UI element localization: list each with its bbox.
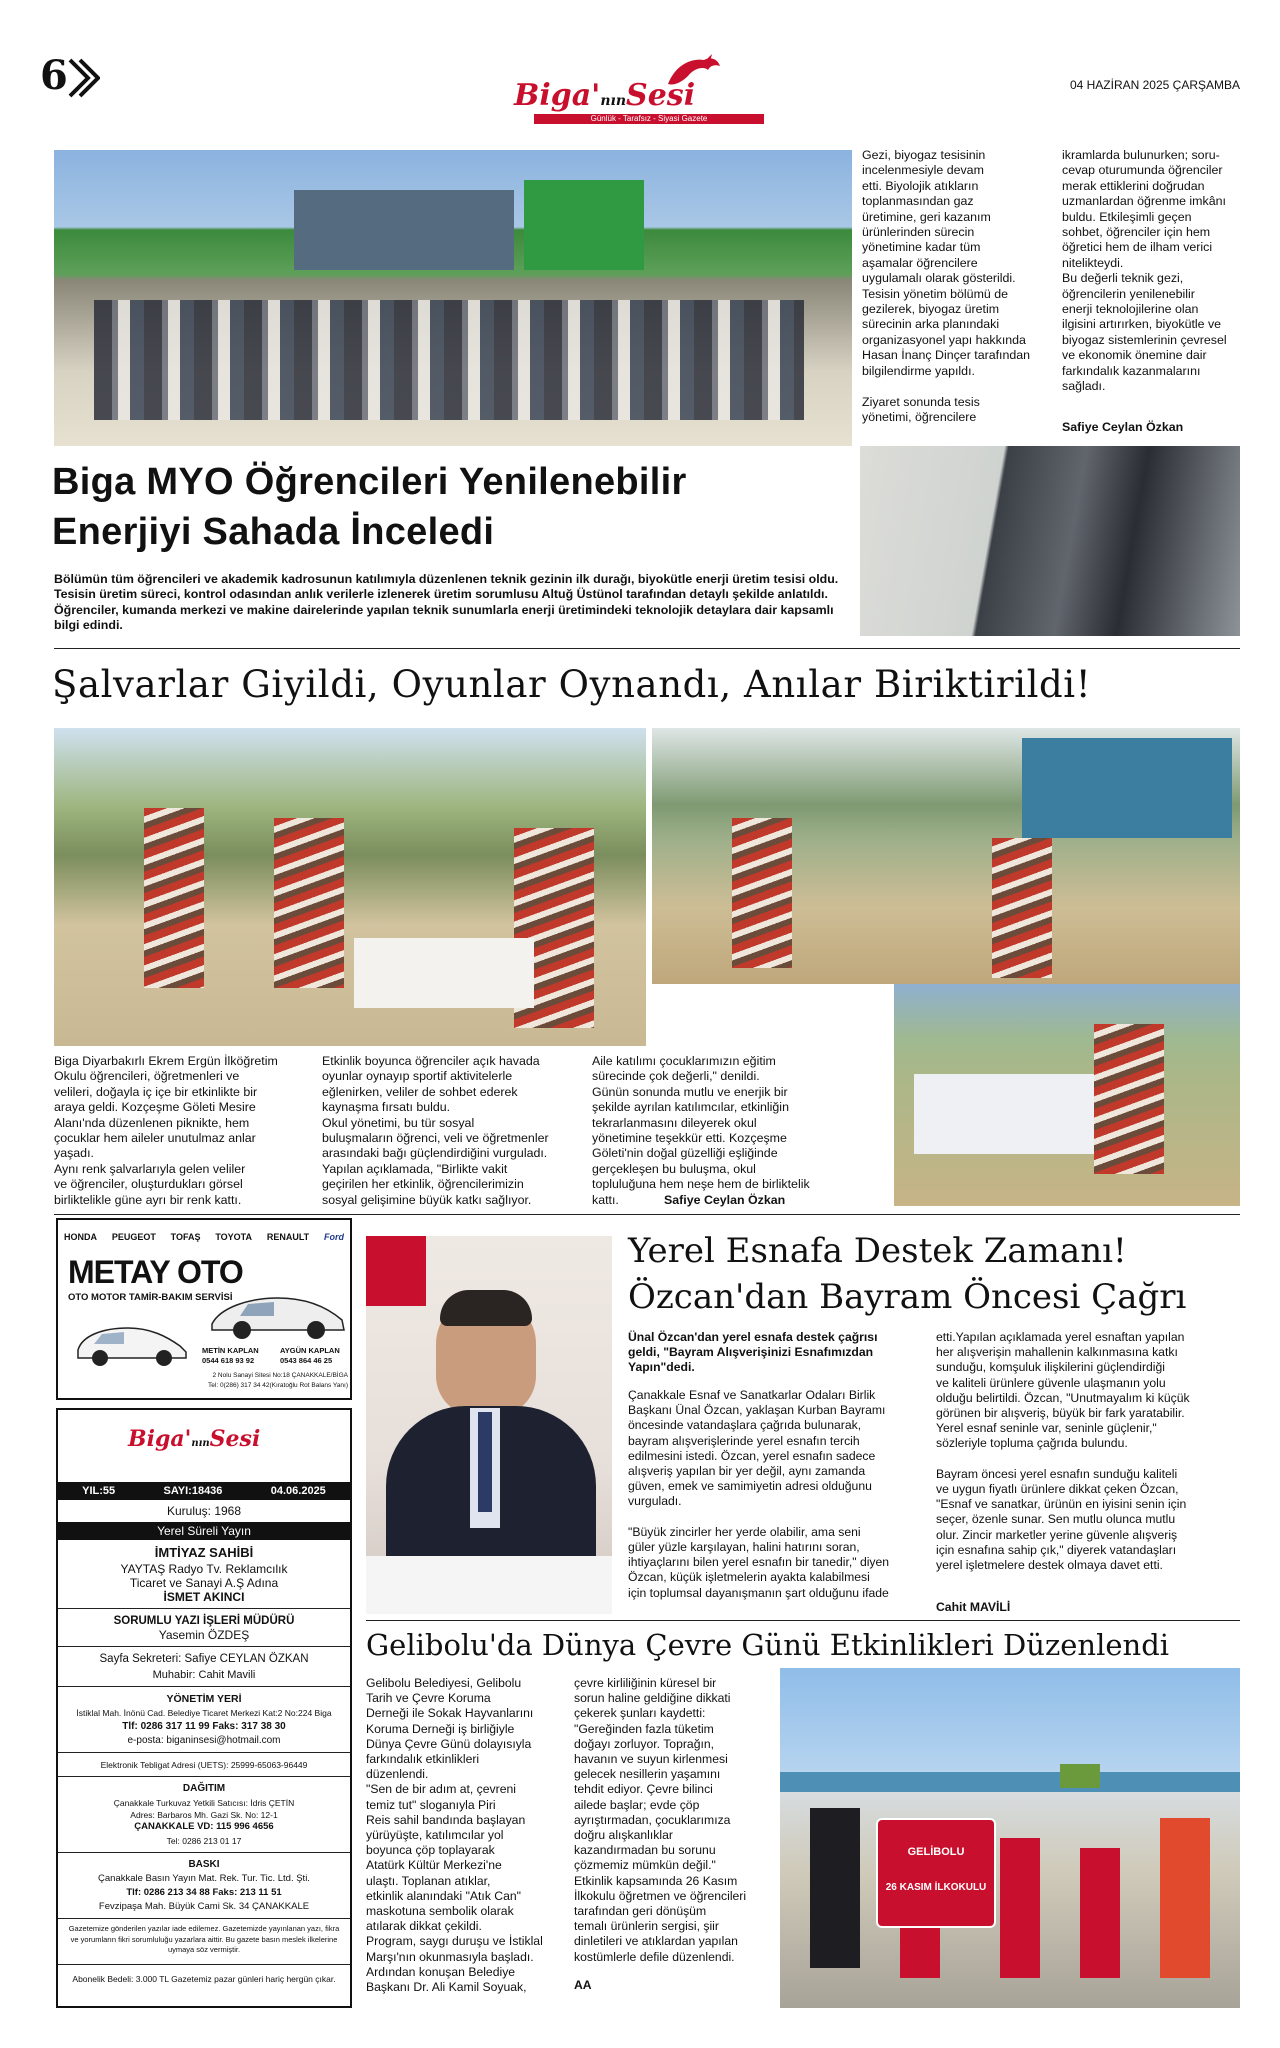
office-phone: Tlf: 0286 317 11 99 Faks: 317 38 30 xyxy=(122,1721,286,1732)
imprint-logo-biga: Biga' xyxy=(128,1426,192,1452)
article3-col1: Çanakkale Esnaf ve Sanatkarlar Odaları Birlik Başkanı Ünal Özcan, yaklaşan Kurban Bayramı öncesinde vatandaşlara çağrıda bulunarak, bayram alışverişlerinde yerel esnafın tercih edilmesini istedi. Özcan, yerel esnafın sadece alışveriş yapılan bir yer değil, aynı zamanda güven, emek ve samimiyetin adresi olduğunu vurguladı. "Büyük zincirler her yerde olabilir, ama seni güler yüzle karşılayan, halini hatırını soran, ihtiyaçlarını bilen yerel esnafın bir tanedir," diyen Özcan, küçük işletmelerin ayakta kalabilmesi için toplumsal dayanışmanın şart olduğunu ifade xyxy=(628,1388,890,1600)
article2-col1: Biga Diyarbakırlı Ekrem Ergün İlköğretim Okulu öğrencileri, öğretmenleri ve velileri, doğayla iç içe bir etkinlikte bir araya geldi. Kozçeşme Göleti Mesire Alanı'nda düzenlenen piknikte, hem çocuklar hem aileler unutulmaz anlar yaşadı. Aynı renk şalvarlarıyla gelen veliler ve öğrenciler, oluşturdukları görsel birliktelikle güne ayrı bir renk kattı. xyxy=(54,1054,278,1207)
print-title: BASKI xyxy=(188,1859,220,1870)
office-address: İstiklal Mah. İnönü Cad. Belediye Ticaret Merkezi Kat:2 No:224 Biga xyxy=(76,1708,332,1718)
article3-byline: Cahit MAVİLİ xyxy=(936,1600,1011,1614)
contact1-phone: 0544 618 93 92 xyxy=(202,1356,255,1365)
article2-byline: Safiye Ceylan Özkan xyxy=(664,1193,786,1207)
imprint-founded: Kuruluş: 1968 xyxy=(166,1504,242,1518)
article3-headline-line1: Yerel Esnafa Destek Zamanı! xyxy=(628,1231,1127,1271)
unal-ozcan-portrait xyxy=(366,1236,612,1614)
article4-col1: Gelibolu Belediyesi, Gelibolu Tarih ve Çevre Koruma Derneği ile Sokak Hayvanlarını Koruma Derneği iş birliğiyle Dünya Çevre Günü dolayısıyla farkındalık etkinlikleri düzenlendi. "Sen de bir adım at, çevreni temiz tut" sloganıyla Piri Reis sahil bandında başlayan yürüyüşte, katılımcılar yol boyunca çöp toplayarak Atatürk Kültür Merkezi'ne ulaştı. Toplanan atıklar, etkinlik alanındaki "Atık Can" maskotuna sembolik olarak atılarak dikkat çekildi. Program, saygı duruşu ve İstiklal Marşı'nın okunmasıyla başladı. Ardından konuşan Belediye Başkanı Dr. Ali Kamil Soyuak, xyxy=(366,1676,543,1995)
contact2-phone: 0543 864 46 25 xyxy=(280,1356,333,1365)
print-line1: Çanakkale Basın Yayın Mat. Rek. Tur. Tic. Ltd. Şti. xyxy=(98,1873,310,1884)
banner-line1: GELİBOLU xyxy=(907,1846,965,1858)
imprint-logo-sesi: Sesi xyxy=(209,1426,261,1452)
article4-col2: çevre kirliliğinin küresel bir sorun haline geldiğine dikkati çekerek şunları kaydetti: "Gereğinden fazla tüketim doğayı zorluyor. Toprağın, havanın ve suyun kirlenmesi gelecek nesillerin yaşamını tehdit ediyor. Çevre bilinci ailede başlar; evde çöp ayrıştırmadan, çocuklarımıza doğru alışkanlıklar kazandırmadan bu sorunu çözmemiz mümkün değil." Etkinlik kapsamında 26 Kasım İlkokulu öğretmen ve öğrencileri tarafından geri dönüşüm temalı ürünlerin sergisi, şiir dinletileri ve atıklardan yapılan kostümlerle defile düzenlendi. xyxy=(574,1676,747,1964)
uets-address: Elektronik Tebligat Adresi (UETS): 25999-65063-96449 xyxy=(100,1760,308,1770)
metay-oto-ad[interactable] xyxy=(56,1218,352,1400)
imprint-logo xyxy=(128,1426,288,1462)
divider xyxy=(58,1852,350,1853)
picnic-photo-2 xyxy=(652,728,1240,984)
honda-logo: HONDA xyxy=(64,1232,97,1242)
article1-lead: Bölümün tüm öğrencileri ve akademik kadrosunun katılımıyla düzenlenen teknik gezinin ilk durağı, biyokütle enerji üretim tesisi oldu. Tesisin üretim süreci, kontrol odasından anlık verilerle izlenerek üretim sorumlusu Altuğ Üstünol tarafından detaylı şekilde anlatıldı. Öğrenciler, kumanda merkezi ve makine dairelerinde yapılan teknik sunumlarla enerji üretimindeki teknolojik detaylara dair kapsamlı bilgi edindi. xyxy=(54,572,839,633)
print-line2: Tlf: 0286 213 34 88 Faks: 213 11 51 xyxy=(126,1887,282,1898)
imprint-type-bar: Yerel Süreli Yayın xyxy=(58,1522,350,1540)
office-email[interactable]: e-posta: biganinsesi@hotmail.com xyxy=(127,1735,281,1746)
masthead-logo xyxy=(514,54,774,128)
owner-title: İMTİYAZ SAHİBİ xyxy=(154,1545,254,1560)
page-secretary: Sayfa Sekreteri: Safiye CEYLAN ÖZKAN xyxy=(99,1653,309,1665)
contact1-name: METİN KAPLAN xyxy=(202,1346,259,1355)
ad-phone: Tel: 0(286) 317 34 42(Kıratoğlu Rot Balans Yanı) xyxy=(208,1382,348,1389)
distribution-title: DAĞITIM xyxy=(182,1783,226,1794)
divider xyxy=(58,1918,350,1919)
subscription: Abonelik Bedeli: 3.000 TL Gazetemiz pazar günleri hariç hergün çıkar. xyxy=(72,1974,336,1984)
divider xyxy=(366,1620,1240,1621)
tofas-logo: TOFAŞ xyxy=(170,1232,201,1242)
article1-headline-line2: Enerjiyi Sahada İnceledi xyxy=(52,511,495,553)
divider xyxy=(58,1646,350,1647)
distribution-line3: ÇANAKKALE VD: 115 996 4656 xyxy=(134,1821,274,1832)
imprint-date: 04.06.2025 xyxy=(270,1485,326,1497)
divider xyxy=(58,1686,350,1687)
banner-line2: 26 KASIM İLKOKULU xyxy=(885,1882,987,1893)
page-number: 6 xyxy=(40,52,68,99)
environment-day-photo xyxy=(780,1668,1240,2008)
ad-subtitle: OTO MOTOR TAMİR-BAKIM SERVİSİ xyxy=(68,1292,233,1303)
article1-col1: Gezi, biyogaz tesisinin incelenmesiyle devam etti. Biyolojik atıkların toplanmasından gaz üretimine, geri kazanım ürünlerinden sürecin yönetimine kadar tüm aşamalar öğrencilere uygulamalı olarak gösterildi. Tesisin yönetim bölümü de gezilerek, biyogaz üretim sürecinin arka planındaki organizasyonel yapı hakkında Hasan İnanç Dinçer tarafından bilgilendirme yapıldı. Ziyaret sonunda tesis yönetimi, öğrencilere xyxy=(862,148,1031,424)
divider xyxy=(58,1776,350,1777)
imprint-issue: SAYI:18436 xyxy=(163,1485,223,1497)
control-room-photo xyxy=(860,446,1240,636)
divider xyxy=(58,1752,350,1753)
logo-text-biga: Biga' xyxy=(514,78,601,113)
distribution-line1: Çanakkale Turkuvaz Yetkili Satıcısı: İdris ÇETİN xyxy=(113,1798,295,1808)
group-photo xyxy=(54,150,852,446)
article1-byline: Safiye Ceylan Özkan xyxy=(1062,420,1184,434)
disclaimer: Gazetemize gönderilen yazılar iade edilemez. Gazetemizde yayınlanan yazı, fikra ve yorumların fikri sorumluluğu yazarlara aittir. Bu gazete basın meslek ilkelerine uymaya söz vermiştir. xyxy=(68,1924,340,1954)
car-icon xyxy=(208,1284,348,1342)
office-title: YÖNETİM YERİ xyxy=(166,1693,242,1705)
logo-tagline: Günlük - Tarafsız - Siyasi Gazete xyxy=(534,114,764,124)
picnic-photo-1 xyxy=(54,728,646,1046)
ford-logo: Ford xyxy=(324,1232,344,1242)
distribution-line2: Adres: Barbaros Mh. Gazi Sk. No: 12-1 xyxy=(130,1810,278,1820)
article3-headline-line2: Özcan'dan Bayram Öncesi Çağrı xyxy=(628,1277,1187,1317)
ad-title: METAY OTO xyxy=(68,1254,243,1290)
divider xyxy=(54,1214,1240,1215)
car-icon xyxy=(72,1312,192,1368)
divider xyxy=(58,1608,350,1609)
toyota-logo: TOYOTA xyxy=(215,1232,253,1242)
issue-date: 04 HAZİRAN 2025 ÇARŞAMBA xyxy=(1069,78,1240,92)
issue-bar xyxy=(58,1482,350,1500)
reporter: Muhabir: Cahit Mavili xyxy=(152,1669,256,1681)
article4-source: AA xyxy=(574,1978,592,1992)
article2-col2: Etkinlik boyunca öğrenciler açık havada oyunlar oynayıp sportif aktivitelerle eğlenirken, veliler de sohbet ederek kaynaşma fırsatı buldu. Okul yönetimi, bu tür sosyal buluşmaların öğrenci, veli ve öğretmenler arasındaki bağı güçlendirdiğini vurguladı. Yapılan açıklamada, "Birlikte vakit geçirilen her etkinlik, öğrencilerimizin sosyal gelişimine büyük katkı sağlıyor. xyxy=(322,1054,549,1207)
peugeot-logo: PEUGEOT xyxy=(111,1232,156,1242)
contact2-name: AYGÜN KAPLAN xyxy=(280,1346,340,1355)
article1-headline-line1: Biga MYO Öğrencileri Yenilenebilir xyxy=(52,461,687,503)
school-banner xyxy=(876,1818,996,1928)
renault-logo: RENAULT xyxy=(266,1232,310,1242)
divider xyxy=(54,648,1240,649)
chevron-icon xyxy=(66,58,100,98)
brand-logos xyxy=(64,1226,344,1248)
distribution-line4: Tel: 0286 213 01 17 xyxy=(166,1836,242,1846)
article2-headline: Şalvarlar Giyildi, Oyunlar Oynandı, Anılar Biriktirildi! xyxy=(52,663,1092,706)
logo-text-sesi: Sesi xyxy=(626,78,696,113)
imprint-logo-nin: nın xyxy=(191,1438,210,1449)
imprint-box xyxy=(56,1408,352,2008)
ad-address: 2 Nolu Sanayi Sitesi No:18 ÇANAKKALE/BİGA xyxy=(212,1372,348,1379)
article2-col3: Aile katılımı çocuklarımızın eğitim sürecinde çok değerli," denildi. Günün sonunda mutlu ve enerjik bir şekilde ayrılan katılımcılar, etkinliğin tekrarlanmasını dileyerek okul yönetimine teşekkür etti. Kozçeşme Göleti'nin doğal güzelliği eşliğinde gerçekleşen bu buluşma, okul topluluğuna hem neşe hem de birliktelik kattı. xyxy=(592,1054,810,1207)
article1-col2: ikramlarda bulunurken; soru- cevap oturumunda öğrenciler merak ettiklerini doğrudan uzmanlardan öğrenme imkânı buldu. Etkileşimli geçen sohbet, öğrenciler için hem öğretici hem de ilham verici nitelikteydi. Bu değerli teknik gezi, öğrencilerin yenilenebilir enerji teknolojilerine olan ilgisini artırırken, biyokütle ve biyogaz sistemlerinin çevresel ve ekonomik önemine dair farkındalık kazanmalarını sağladı. xyxy=(1062,148,1227,394)
article3-col2: etti.Yapılan açıklamada yerel esnaftan yapılan her alışverişin mahallenin kalkınmasına katkı sunduğu, komşuluk ilişkilerini güçlendirdiği ve kaliteli ürünlere güvenle ulaşmanın yolu olduğu belirtildi. Özcan, "Unutmayalım ki küçük görünen bir alışveriş, büyük bir fark yaratabilir. Yerel esnaf seninle var, seninle güçlenir," sözleriyle topluma çağrıda bulundu. Bayram öncesi yerel esnafın sunduğu kaliteli ve uygun fiyatlı ürünlere dikkat çeken Özcan, "Esnaf ve sanatkar, ürünün en iyisini senin için seçer, özenle sunar. Sen mutlu olunca mutlu olur. Zincir marketler yerine güvenle alışveriş için esnafına sahip çık," diyerek vatandaşları yerel işletmelere destek olmaya davet etti. xyxy=(936,1330,1190,1573)
editor-title: SORUMLU YAZI İŞLERİ MÜDÜRÜ xyxy=(113,1615,295,1627)
editor-name: Yasemin ÖZDEŞ xyxy=(158,1628,250,1642)
article3-lead: Ünal Özcan'dan yerel esnafa destek çağrısı geldi, "Bayram Alışverişinizi Esnafımızdan Yapın"dedi. xyxy=(628,1330,878,1375)
divider xyxy=(58,1964,350,1965)
imprint-year: YIL:55 xyxy=(82,1485,116,1497)
owner-line1: YAYTAŞ Radyo Tv. Reklamcılık xyxy=(120,1562,288,1576)
logo-text-nin: nın xyxy=(600,93,627,109)
article4-headline: Gelibolu'da Dünya Çevre Günü Etkinlikleri Düzenlendi xyxy=(366,1628,1170,1662)
picnic-photo-3 xyxy=(894,984,1240,1206)
print-line3: Fevzipaşa Mah. Büyük Cami Sk. 34 ÇANAKKALE xyxy=(98,1901,310,1912)
owner-line2: Ticaret ve Sanayi A.Ş Adına xyxy=(129,1576,279,1590)
owner-name: İSMET AKINCI xyxy=(163,1590,245,1604)
